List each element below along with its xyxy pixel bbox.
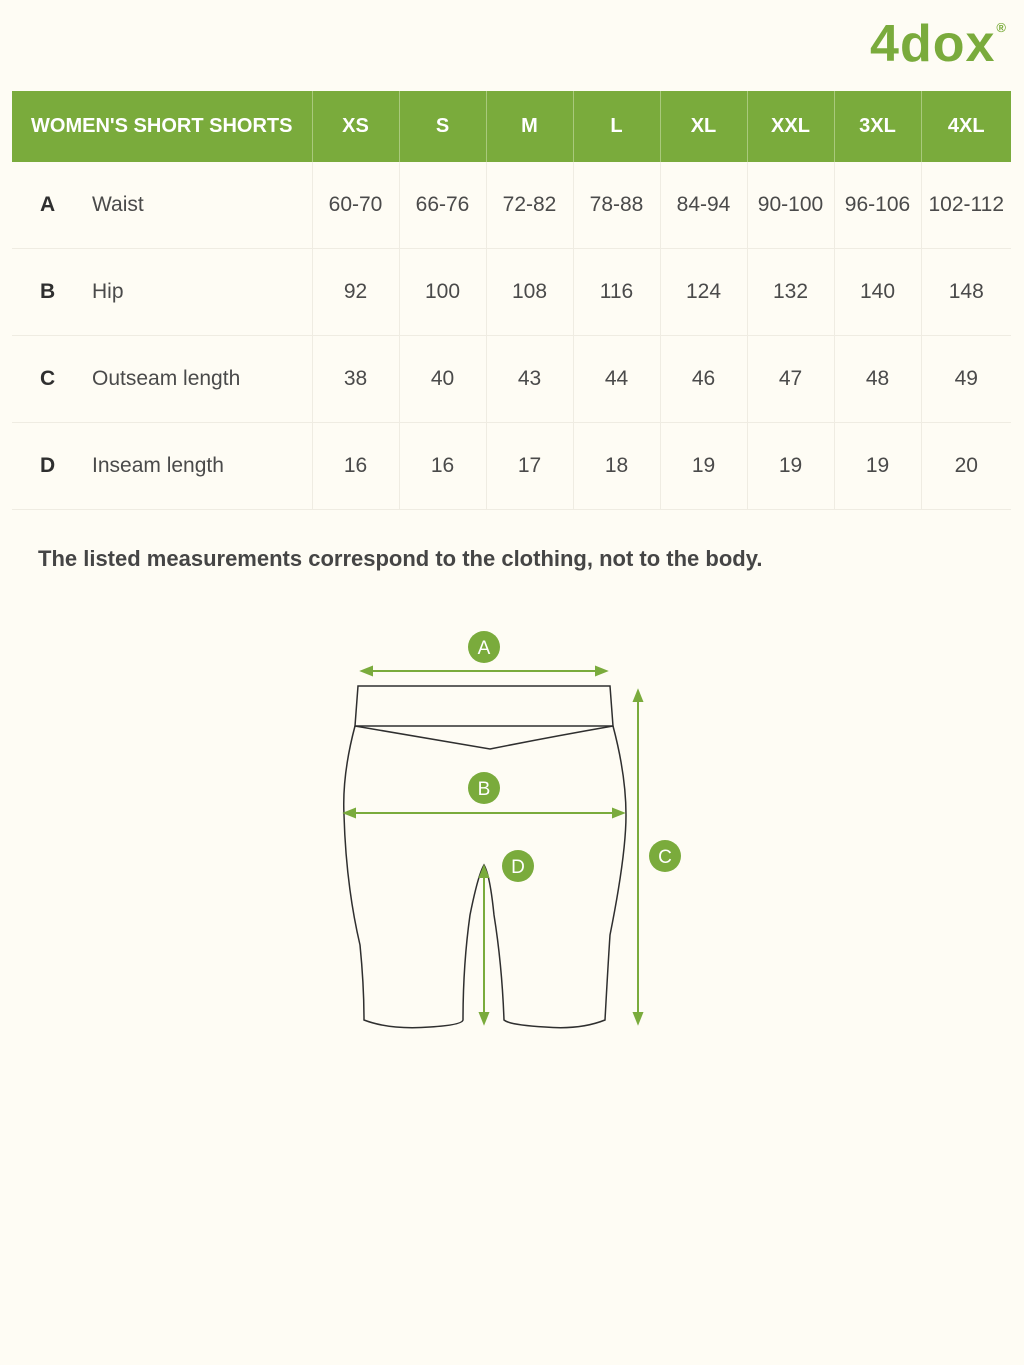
- row-name: Inseam length: [92, 454, 224, 477]
- table-cell: 108: [486, 249, 573, 336]
- table-cell: 66-76: [399, 162, 486, 249]
- registered-mark: ®: [996, 20, 1006, 35]
- header-row: [12, 91, 1011, 162]
- size-header-xl: XL: [660, 91, 747, 162]
- row-label: [12, 423, 312, 510]
- measurement-note: The listed measurements correspond to the clothing, not to the body.: [38, 546, 763, 571]
- table-cell: 84-94: [660, 162, 747, 249]
- row-label: [12, 249, 312, 336]
- table-cell: 47: [747, 336, 834, 423]
- badge-b: [468, 772, 500, 804]
- size-header-l: L: [573, 91, 660, 162]
- table-cell: 19: [747, 423, 834, 510]
- table-cell: 38: [312, 336, 399, 423]
- row-name: Waist: [92, 193, 144, 216]
- table-cell: 102-112: [921, 162, 1011, 249]
- badge-a: [468, 631, 500, 663]
- size-header-s: S: [399, 91, 486, 162]
- table-cell: 100: [399, 249, 486, 336]
- table-cell: 72-82: [486, 162, 573, 249]
- table-cell: 43: [486, 336, 573, 423]
- row-letter: C: [40, 367, 56, 390]
- table-cell: 40: [399, 336, 486, 423]
- row-label: [12, 162, 312, 249]
- table-cell: 48: [834, 336, 921, 423]
- table-row-outseam: [12, 336, 1011, 423]
- table-cell: 116: [573, 249, 660, 336]
- row-name: Outseam length: [92, 367, 241, 390]
- row-label: [12, 336, 312, 423]
- size-header-m: M: [486, 91, 573, 162]
- table-title: WOMEN'S SHORT SHORTS: [12, 91, 312, 162]
- table-cell: 60-70: [312, 162, 399, 249]
- row-letter: A: [40, 193, 56, 216]
- table-cell: 96-106: [834, 162, 921, 249]
- size-chart-table: [12, 91, 1011, 510]
- table-cell: 132: [747, 249, 834, 336]
- table-row-hip: [12, 249, 1011, 336]
- waistband-curve: [355, 726, 613, 749]
- table-cell: 17: [486, 423, 573, 510]
- brand-logo: [870, 14, 1006, 74]
- row-letter: B: [40, 280, 56, 303]
- table-cell: 124: [660, 249, 747, 336]
- size-header-xxl: XXL: [747, 91, 834, 162]
- waistband-outline: [355, 686, 613, 726]
- badge-b-label: B: [477, 779, 491, 800]
- table-cell: 20: [921, 423, 1011, 510]
- shorts-diagram: [330, 625, 700, 1035]
- table-cell: 19: [660, 423, 747, 510]
- table-cell: 16: [312, 423, 399, 510]
- logo-text: 4dox: [870, 15, 996, 73]
- badge-c: [649, 840, 681, 872]
- table-cell: 140: [834, 249, 921, 336]
- table-cell: 44: [573, 336, 660, 423]
- table-cell: 19: [834, 423, 921, 510]
- badge-a-label: A: [477, 638, 491, 659]
- table-row-waist: [12, 162, 1011, 249]
- badge-d-label: D: [511, 857, 525, 878]
- table-cell: 90-100: [747, 162, 834, 249]
- size-header-xs: XS: [312, 91, 399, 162]
- table-cell: 18: [573, 423, 660, 510]
- badge-c-label: C: [658, 847, 672, 868]
- size-header-4xl: 4XL: [921, 91, 1011, 162]
- table-cell: 92: [312, 249, 399, 336]
- table-cell: 49: [921, 336, 1011, 423]
- row-letter: D: [40, 454, 56, 477]
- table-row-inseam: [12, 423, 1011, 510]
- table-cell: 46: [660, 336, 747, 423]
- size-header-3xl: 3XL: [834, 91, 921, 162]
- row-name: Hip: [92, 280, 124, 303]
- table-cell: 148: [921, 249, 1011, 336]
- table-cell: 16: [399, 423, 486, 510]
- table-cell: 78-88: [573, 162, 660, 249]
- badge-d: [502, 850, 534, 882]
